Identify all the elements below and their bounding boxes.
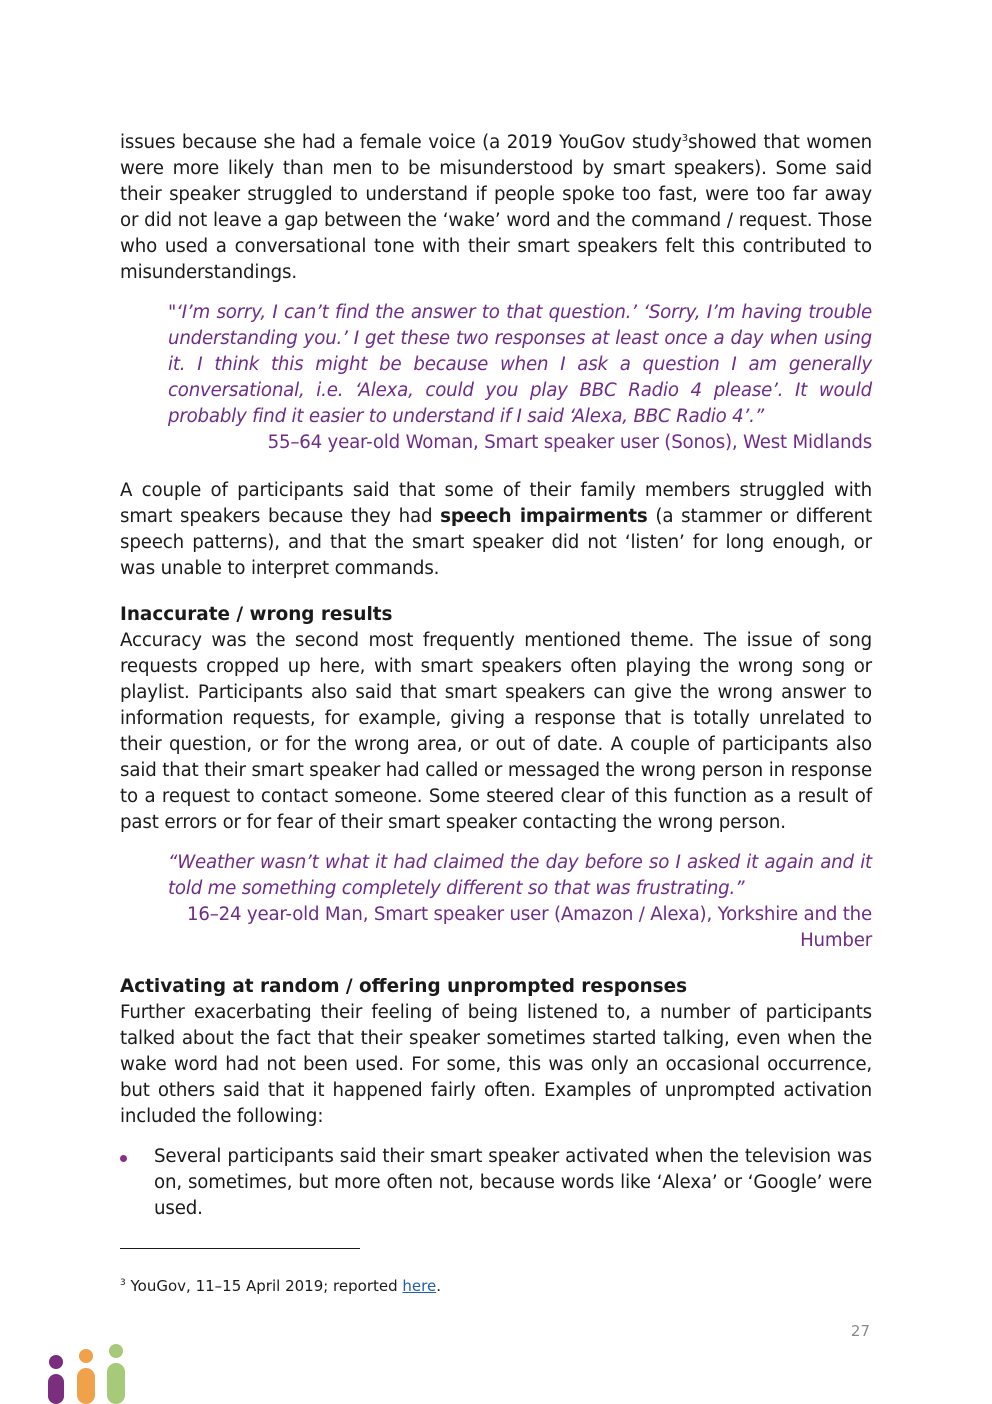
quote-2-attribution-line-1: 16–24 year-old Man, Smart speaker user (Amazon / Alexa), Yorkshire and the [186, 904, 872, 925]
bullet-text: Several participants said their smart speaker activated when the television was on, sometimes, but more often not, because words like ‘Alexa’ or ‘Google’ were used. [154, 1146, 872, 1219]
logo-purple-body [48, 1374, 64, 1404]
quote-1: "‘I’m sorry, I can’t find the answer to that question.’ ‘Sorry, I’m having trouble understanding you.’ I get these two responses at least once a day when using it. I think this might be because when I ask a question I am generally conversational, i.e. ‘Alexa, could you play BBC Radio 4 please’. It would probably find it easier to understand if I said ‘Alexa, BBC Radio 4’.” [168, 302, 872, 427]
paragraph-2-text-a: A couple of participants said that some of their family members struggled with smart speakers because they had [120, 480, 872, 527]
paragraph-2-text-b: (a stammer or different speech patterns), and that the smart speaker did not ‘listen’ for long enough, or was unable to interpret commands. [120, 506, 873, 579]
logo-orange-head [79, 1349, 93, 1363]
logo-green-head [109, 1344, 123, 1358]
heading-inaccurate-results: Inaccurate / wrong results [120, 604, 393, 625]
logo-orange-body [77, 1368, 95, 1404]
quote-1-attribution: 55–64 year-old Woman, Smart speaker user (Sonos), West Midlands [267, 432, 872, 453]
footnote-number: 3 [120, 1278, 126, 1288]
paragraph-4: Further exacerbating their feeling of being listened to, a number of participants talked about the fact that their speaker sometimes started talking, even when the wake word had not been used. For some, this was only an occasional occurrence, but others said that it happened fairly often. Examples of unprompted activation included the following: [120, 1002, 872, 1127]
emphasis-speech-impairments: speech impairments [440, 506, 648, 527]
organisation-logo-icon [44, 1342, 130, 1404]
paragraph-2 [120, 478, 872, 582]
footnote-text: YouGov, 11–15 April 2019; reported [125, 1277, 403, 1295]
quote-2: “Weather wasn’t what it had claimed the day before so I asked it again and it told me something completely different so that was frustrating.” [168, 852, 872, 899]
footnote [120, 1276, 441, 1296]
logo-purple-head [49, 1355, 63, 1369]
paragraph-1-text-b: showed that women were more likely than men to be misunderstood by smart speakers). Some said their speaker struggled to understand if people spoke too fast, were too far away or did not leave a gap between the ‘wake’ word and the command / request. Those who used a conversational tone with their smart speakers felt this contributed to misunderstandings. [120, 132, 872, 283]
bullet-dot-icon [120, 1155, 127, 1162]
heading-activating-at-random: Activating at random / offering unprompted responses [120, 976, 688, 997]
footnote-link-here[interactable]: here [402, 1277, 437, 1295]
paragraph-3: Accuracy was the second most frequently mentioned theme. The issue of song requests cropped up here, with smart speakers often playing the wrong song or playlist. Participants also said that smart speakers can give the wrong answer to information requests, for example, giving a response that is totally unrelated to their question, or for the wrong area, or out of date. A couple of participants also said that their smart speaker had called or messaged the wrong person in response to a request to contact someone. Some steered clear of this function as a result of past errors or for fear of their smart speaker contacting the wrong person. [120, 630, 873, 833]
bullet-item [120, 1144, 872, 1222]
logo-green-body [107, 1363, 125, 1404]
page-number: 27 [850, 1322, 870, 1340]
bullet-list [120, 1144, 872, 1222]
paragraph-1 [120, 130, 872, 286]
footnote-divider [120, 1248, 360, 1249]
paragraph-1-text-a: issues because she had a female voice (a 2019 YouGov study [120, 132, 682, 153]
footnote-ref[interactable]: 3 [681, 132, 688, 144]
footnote-end: . [436, 1277, 441, 1295]
main-content [120, 130, 872, 1222]
quote-2-attribution-line-2: Humber [800, 930, 872, 951]
